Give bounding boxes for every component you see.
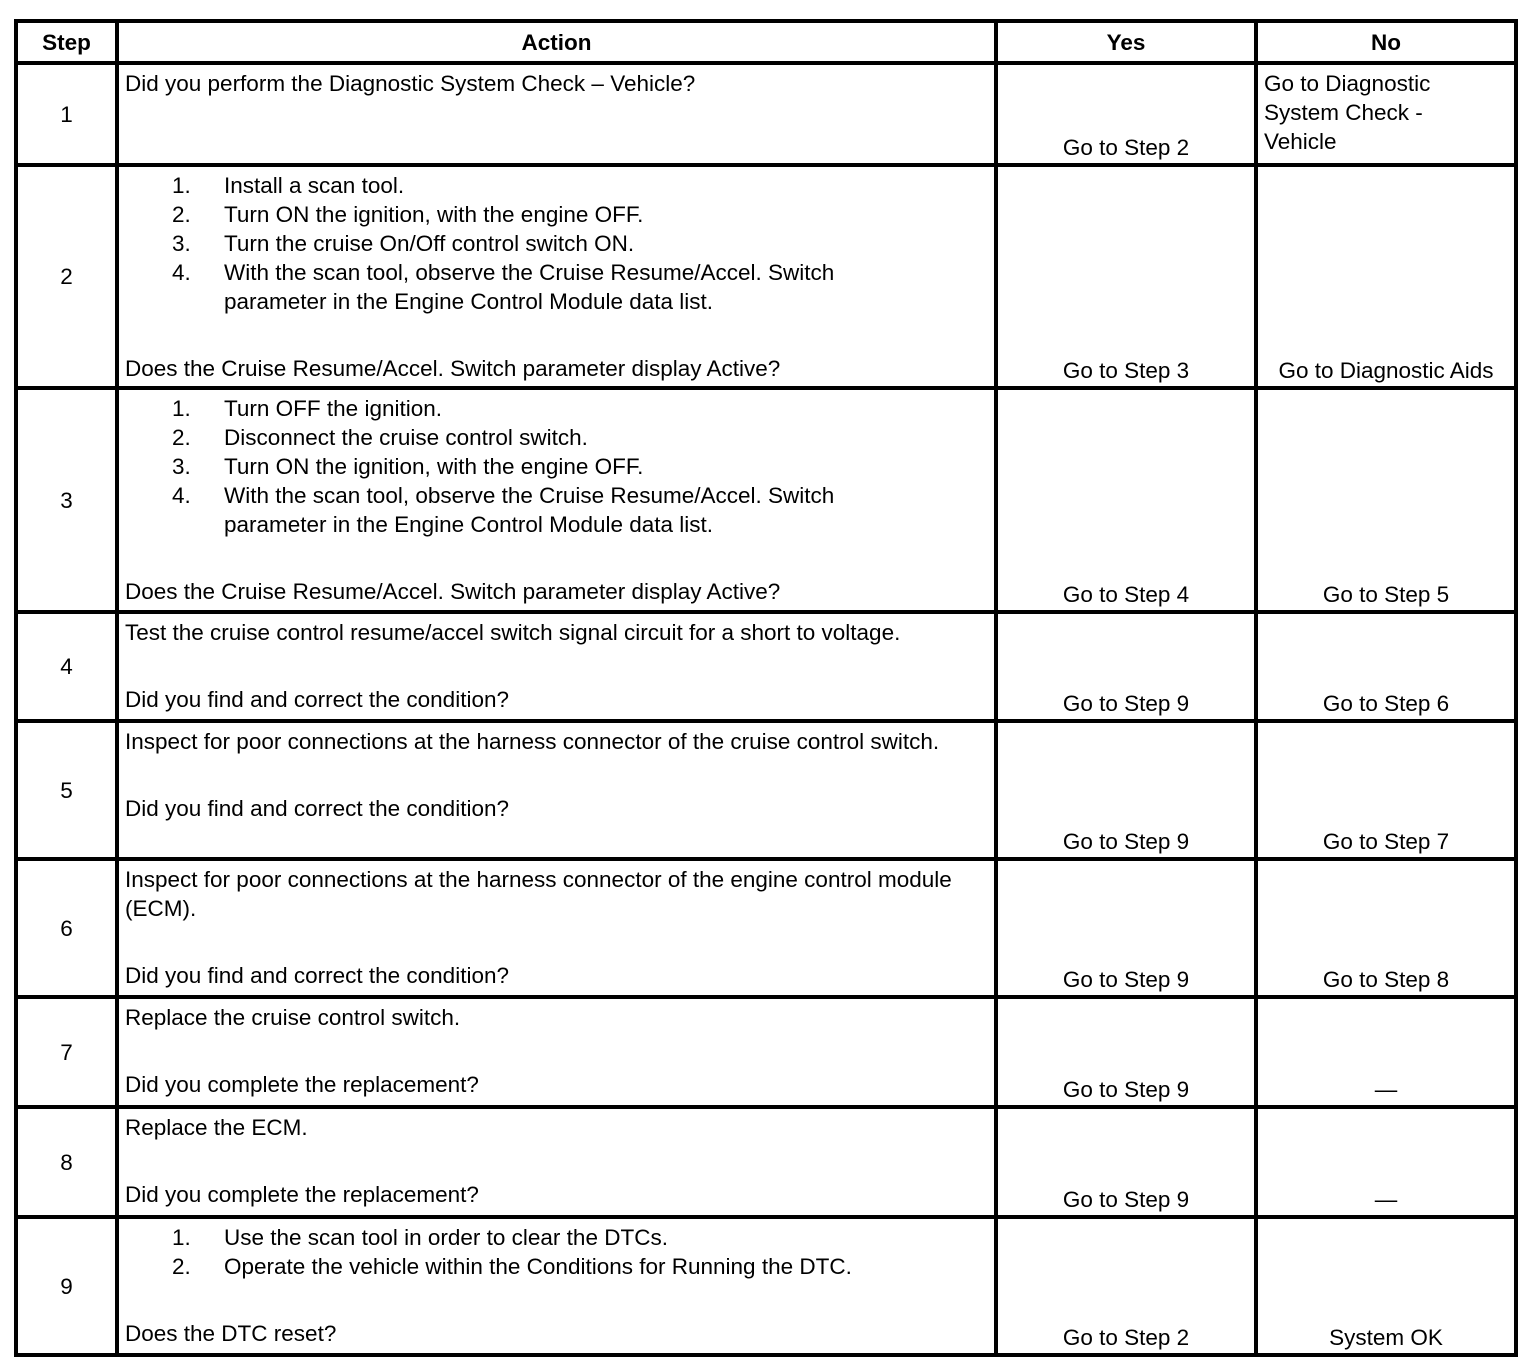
yes-cell: Go to Step 9	[996, 1107, 1256, 1217]
table-row	[16, 165, 1516, 388]
table-row	[16, 997, 1516, 1107]
no-cell: —	[1256, 1107, 1516, 1217]
yes-cell: Go to Step 9	[996, 721, 1256, 859]
yes-cell: Go to Step 3	[996, 165, 1256, 388]
item-text: Turn ON the ignition, with the engine OFF.	[224, 202, 644, 227]
yes-cell: Go to Step 4	[996, 388, 1256, 612]
no-cell: Go to Step 5	[1256, 388, 1516, 612]
yes-cell: Go to Step 9	[996, 997, 1256, 1107]
item-number: 2.	[172, 1254, 191, 1279]
item-number: 3.	[172, 231, 191, 256]
list-item	[125, 423, 988, 452]
header-row	[16, 21, 1516, 63]
no-cell: Go to Step 7	[1256, 721, 1516, 859]
table-row	[16, 721, 1516, 859]
no-line: System Check -	[1264, 100, 1423, 125]
step-number: 6	[16, 859, 117, 997]
action-text: Inspect for poor connections at the harness connector of the engine control module (ECM).	[125, 867, 952, 921]
item-number: 1.	[172, 396, 191, 421]
header-no: No	[1256, 21, 1516, 63]
item-number: 1.	[172, 173, 191, 198]
list-item	[125, 171, 988, 200]
item-number: 2.	[172, 425, 191, 450]
step-number: 1	[16, 63, 117, 165]
step-number: 9	[16, 1217, 117, 1355]
no-line: Vehicle	[1264, 129, 1337, 154]
question-text: Did you complete the replacement?	[125, 1072, 479, 1097]
yes-cell: Go to Step 2	[996, 1217, 1256, 1355]
no-cell: Go to Step 8	[1256, 859, 1516, 997]
question-text: Did you complete the replacement?	[125, 1182, 479, 1207]
item-text: Disconnect the cruise control switch.	[224, 425, 588, 450]
action-cell	[117, 721, 996, 859]
table-row	[16, 63, 1516, 165]
action-text: Replace the ECM.	[125, 1115, 308, 1140]
item-text: Use the scan tool in order to clear the DTCs.	[224, 1225, 668, 1250]
action-cell	[117, 1217, 996, 1355]
item-text: With the scan tool, observe the Cruise Resume/Accel. Switch parameter in the Engine Control Module data list.	[224, 260, 835, 314]
action-text: Test the cruise control resume/accel switch signal circuit for a short to voltage.	[125, 620, 901, 645]
table-row	[16, 859, 1516, 997]
action-cell	[117, 859, 996, 997]
question-text: Did you find and correct the condition?	[125, 796, 509, 821]
action-cell	[117, 165, 996, 388]
item-text: Turn OFF the ignition.	[224, 396, 443, 421]
no-line: Go to Diagnostic	[1264, 71, 1431, 96]
step-number: 3	[16, 388, 117, 612]
item-text: Operate the vehicle within the Conditions for Running the DTC.	[224, 1254, 852, 1279]
question-text: Does the DTC reset?	[125, 1321, 337, 1346]
list-item	[125, 200, 988, 229]
step-number: 4	[16, 612, 117, 721]
action-cell	[117, 388, 996, 612]
no-cell: System OK	[1256, 1217, 1516, 1355]
question-text: Did you find and correct the condition?	[125, 687, 509, 712]
question-text: Did you find and correct the condition?	[125, 963, 509, 988]
list-item	[125, 452, 988, 481]
instruction-list	[125, 1223, 988, 1281]
item-text: Install a scan tool.	[224, 173, 405, 198]
step-number: 7	[16, 997, 117, 1107]
list-item	[125, 1223, 988, 1252]
table-row	[16, 1217, 1516, 1355]
step-number: 8	[16, 1107, 117, 1217]
item-text: With the scan tool, observe the Cruise Resume/Accel. Switch parameter in the Engine Control Module data list.	[224, 483, 835, 537]
item-number: 4.	[172, 483, 191, 508]
no-cell: Go to Step 6	[1256, 612, 1516, 721]
list-item	[125, 229, 988, 258]
header-yes: Yes	[996, 21, 1256, 63]
list-item	[125, 258, 988, 316]
no-cell	[1256, 63, 1516, 165]
question-text: Does the Cruise Resume/Accel. Switch parameter display Active?	[125, 579, 781, 604]
table-row	[16, 388, 1516, 612]
yes-cell: Go to Step 2	[996, 63, 1256, 165]
yes-cell: Go to Step 9	[996, 612, 1256, 721]
action-cell	[117, 1107, 996, 1217]
action-cell	[117, 997, 996, 1107]
item-text: Turn the cruise On/Off control switch ON.	[224, 231, 635, 256]
step-number: 5	[16, 721, 117, 859]
no-cell: —	[1256, 997, 1516, 1107]
item-number: 3.	[172, 454, 191, 479]
item-number: 1.	[172, 1225, 191, 1250]
header-step: Step	[16, 21, 117, 63]
action-text: Did you perform the Diagnostic System Check – Vehicle?	[125, 71, 696, 96]
list-item	[125, 394, 988, 423]
step-number: 2	[16, 165, 117, 388]
table-row	[16, 612, 1516, 721]
item-number: 2.	[172, 202, 191, 227]
list-item	[125, 481, 988, 539]
yes-cell: Go to Step 9	[996, 859, 1256, 997]
list-item	[125, 1252, 988, 1281]
action-text: Replace the cruise control switch.	[125, 1005, 461, 1030]
instruction-list	[125, 171, 988, 316]
header-action: Action	[117, 21, 996, 63]
table-row	[16, 1107, 1516, 1217]
action-cell	[117, 63, 996, 165]
instruction-list	[125, 394, 988, 539]
no-cell: Go to Diagnostic Aids	[1256, 165, 1516, 388]
item-text: Turn ON the ignition, with the engine OFF.	[224, 454, 644, 479]
question-text: Does the Cruise Resume/Accel. Switch parameter display Active?	[125, 356, 781, 381]
item-number: 4.	[172, 260, 191, 285]
diagnostic-table	[14, 19, 1518, 1357]
action-text: Inspect for poor connections at the harness connector of the cruise control switch.	[125, 729, 940, 754]
action-cell	[117, 612, 996, 721]
